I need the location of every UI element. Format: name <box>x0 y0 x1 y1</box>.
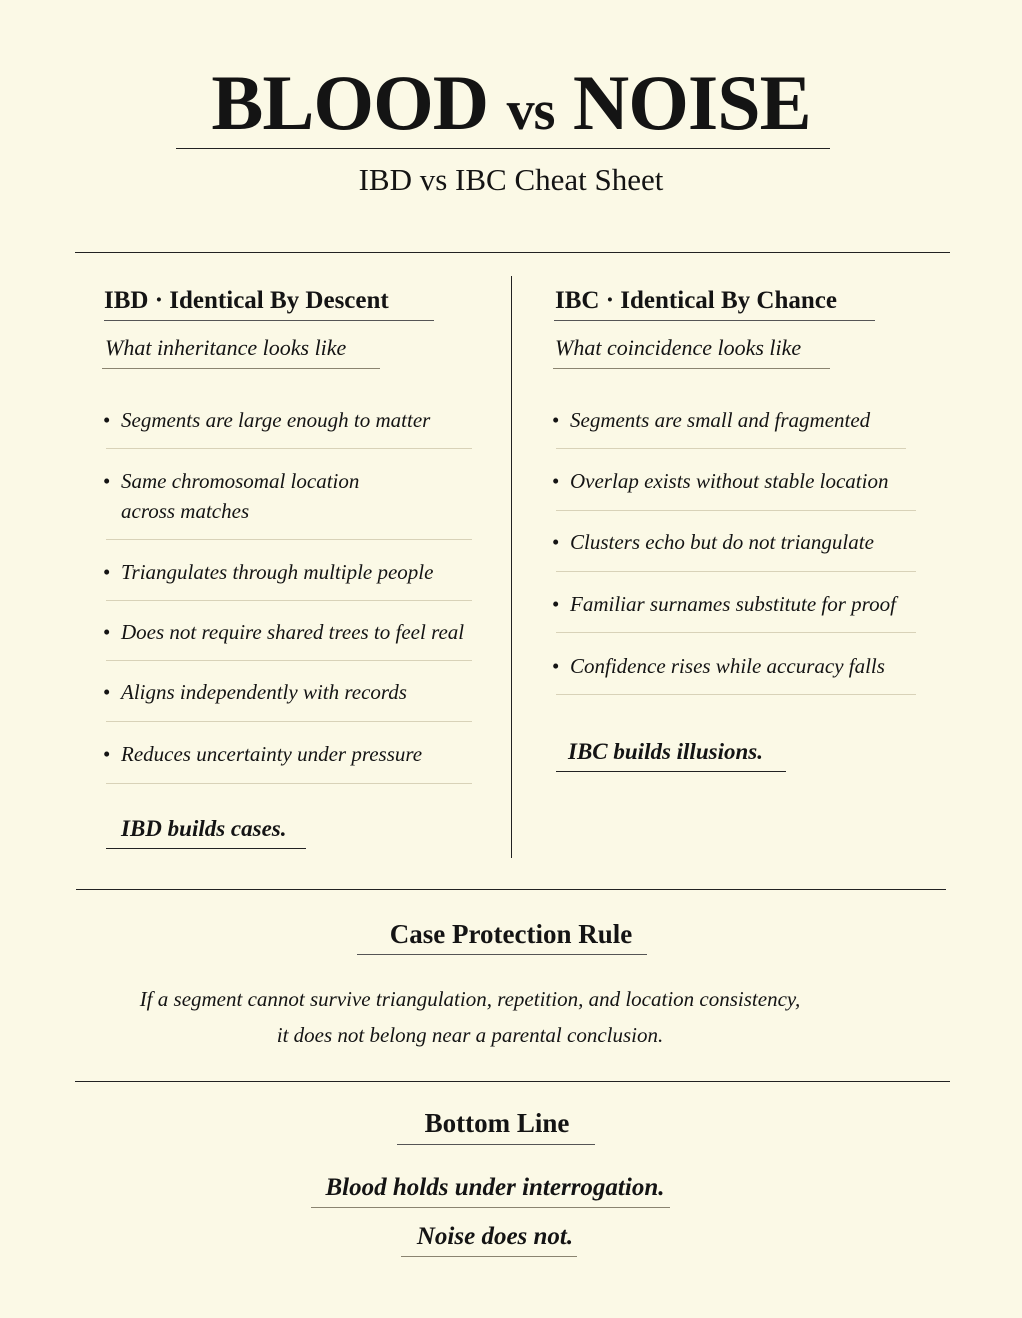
item-separator <box>556 510 916 511</box>
item-separator <box>556 694 916 695</box>
ibd-subheading-underline <box>102 368 380 369</box>
lower-divider <box>75 1081 950 1082</box>
item-separator <box>556 448 906 449</box>
title-rule <box>176 148 830 149</box>
list-item: • Triangulates through multiple people <box>103 560 434 584</box>
ibc-heading: IBC · Identical By Chance <box>555 287 837 314</box>
case-rule-underline <box>357 954 647 955</box>
page-title <box>0 58 1022 156</box>
bottom-line-1-underline <box>311 1207 670 1208</box>
list-item: • Same chromosomal location across matches <box>103 469 360 523</box>
list-item: • Segments are small and fragmented <box>552 408 871 432</box>
bottom-line-2-underline <box>401 1256 577 1257</box>
bottom-line-1: Blood holds under interrogation. <box>325 1174 665 1201</box>
list-item: • Familiar surnames substitute for proof <box>552 592 896 616</box>
title-noise: NOISE <box>572 59 811 146</box>
bottom-line-heading: Bottom Line <box>424 1108 570 1138</box>
item-separator <box>106 539 472 540</box>
ibc-tagline: IBC builds illusions. <box>568 739 763 764</box>
list-item: • Aligns independently with records <box>103 680 407 704</box>
ibc-subheading-underline <box>553 368 830 369</box>
ibc-subheading: What coincidence looks like <box>555 335 802 360</box>
page-subtitle: IBD vs IBC Cheat Sheet <box>358 162 664 197</box>
ibd-subheading: What inheritance looks like <box>105 335 347 360</box>
list-item: • Segments are large enough to matter <box>103 408 431 432</box>
list-item: • Reduces uncertainty under pressure <box>103 742 423 766</box>
title-vs: vs <box>506 80 555 142</box>
list-item: • Clusters echo but do not triangulate <box>552 530 874 554</box>
item-separator <box>556 632 916 633</box>
item-separator <box>106 600 472 601</box>
ibd-tagline-underline <box>106 848 306 849</box>
list-item: • Does not require shared trees to feel real <box>103 620 465 644</box>
list-item: • Overlap exists without stable location <box>552 469 889 493</box>
top-divider <box>75 252 950 253</box>
case-rule-heading: Case Protection Rule <box>389 919 633 949</box>
item-separator <box>106 783 472 784</box>
item-separator <box>556 571 916 572</box>
case-rule-line-1: If a segment cannot survive triangulation, repetition, and location consistency, <box>139 987 801 1011</box>
item-separator <box>106 721 472 722</box>
title-blood: BLOOD <box>211 59 489 146</box>
ibd-heading-underline <box>104 320 434 321</box>
item-separator <box>106 660 472 661</box>
bottom-line-underline <box>397 1144 595 1145</box>
ibd-tagline: IBD builds cases. <box>121 816 287 841</box>
list-item: • Confidence rises while accuracy falls <box>552 654 885 678</box>
ibd-heading: IBD · Identical By Descent <box>104 287 389 314</box>
ibc-tagline-underline <box>556 771 786 772</box>
column-divider <box>511 276 512 858</box>
bottom-line-2: Noise does not. <box>416 1223 574 1250</box>
item-separator <box>106 448 472 449</box>
ibc-heading-underline <box>554 320 875 321</box>
middle-divider <box>76 889 946 890</box>
case-rule-line-2: it does not belong near a parental conclusion. <box>276 1023 664 1047</box>
